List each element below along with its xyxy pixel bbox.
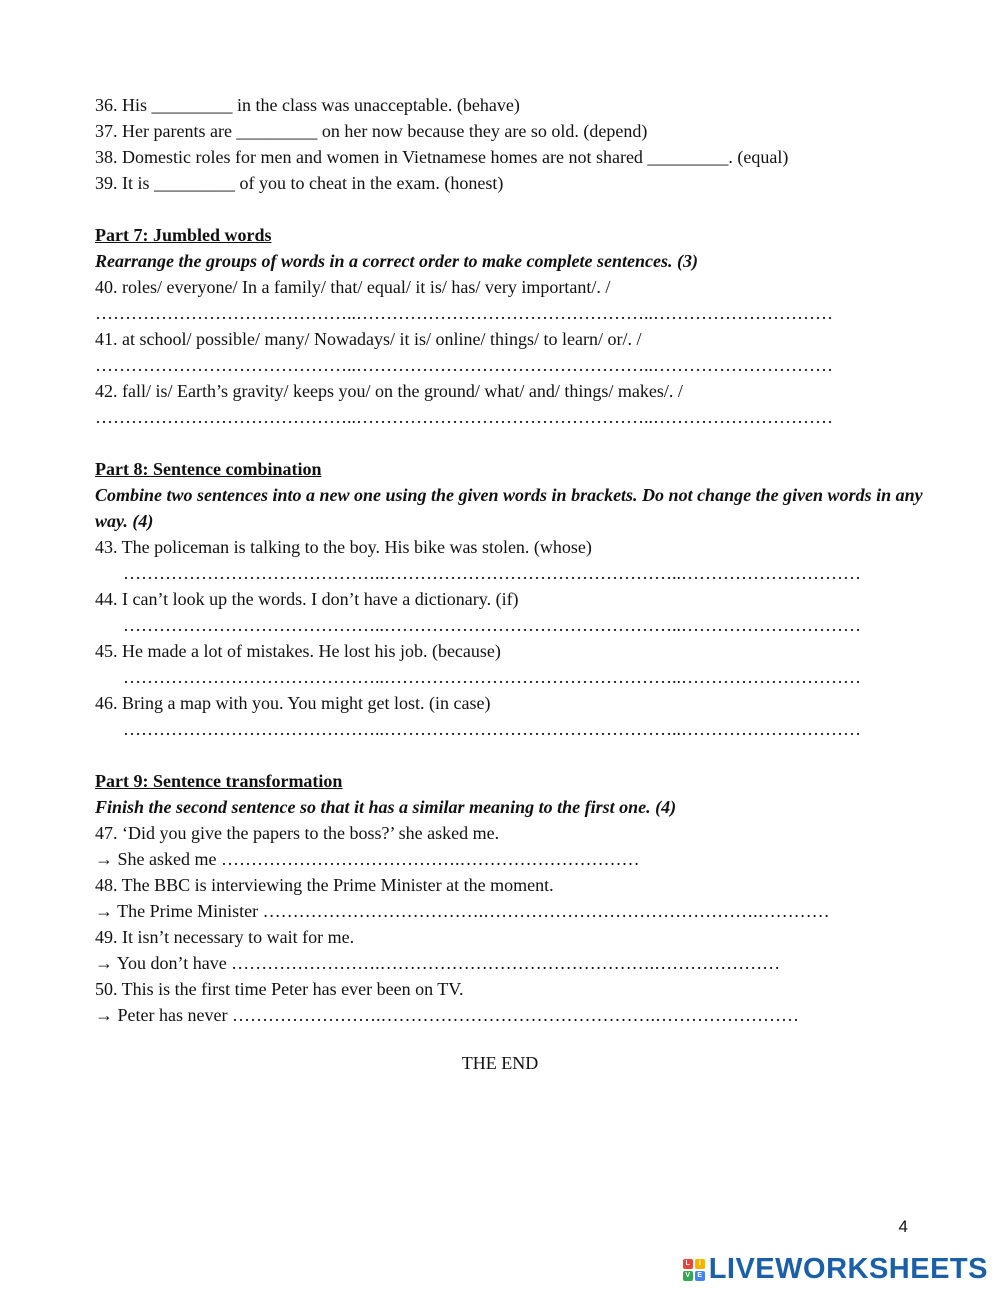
question-37: 37. Her parents are _________ on her now because they are so old. (depend) <box>95 121 648 141</box>
spacer <box>95 196 935 222</box>
question-39: 39. It is _________ of you to cheat in the exam. (honest) <box>95 173 504 193</box>
the-end-label: THE END <box>461 1053 539 1073</box>
answer-line-49[interactable]: → You don’t have …………………….……………………………………….………………… <box>95 953 781 973</box>
question-44: 44. I can’t look up the words. I don’t have a dictionary. (if) <box>95 589 519 609</box>
question-38: 38. Domestic roles for men and women in Vietnamese homes are not shared _________. (equal) <box>95 147 789 167</box>
answer-line-40[interactable]: ……………………………………..…………………………………………..………………………… <box>95 303 833 323</box>
answer-line-43[interactable]: ……………………………………..…………………………………………..………………………… <box>123 563 861 583</box>
logo-tile-e: E <box>695 1271 705 1281</box>
answer-line-46[interactable]: ……………………………………..…………………………………………..………………………… <box>123 719 861 739</box>
question-48: 48. The BBC is interviewing the Prime Minister at the moment. <box>95 875 554 895</box>
question-50: 50. This is the first time Peter has ever been on TV. <box>95 979 464 999</box>
question-47: 47. ‘Did you give the papers to the boss?’ she asked me. <box>95 823 500 843</box>
part9-instructions: Finish the second sentence so that it has a similar meaning to the first one. (4) <box>95 797 677 817</box>
logo-tile-v: V <box>683 1271 693 1281</box>
question-36: 36. His _________ in the class was unacceptable. (behave) <box>95 95 520 115</box>
question-46: 46. Bring a map with you. You might get lost. (in case) <box>95 693 491 713</box>
answer-line-44[interactable]: ……………………………………..…………………………………………..………………………… <box>123 615 861 635</box>
answer-line-50[interactable]: → Peter has never …………………….……………………………………….…………………… <box>95 1005 799 1025</box>
liveworksheets-logo-icon <box>683 1259 705 1281</box>
answer-line-45[interactable]: ……………………………………..…………………………………………..………………………… <box>123 667 861 687</box>
question-40: 40. roles/ everyone/ In a family/ that/ equal/ it is/ has/ very important/. / <box>95 277 611 297</box>
question-43: 43. The policeman is talking to the boy. His bike was stolen. (whose) <box>95 537 592 557</box>
answer-line-41[interactable]: ……………………………………..…………………………………………..………………………… <box>95 355 833 375</box>
answer-line-48[interactable]: → The Prime Minister ……………………………….……………………………………….………… <box>95 901 830 921</box>
part9-heading: Part 9: Sentence transformation <box>95 771 343 791</box>
part7-instructions: Rearrange the groups of words in a correct order to make complete sentences. (3) <box>95 251 698 271</box>
liveworksheets-logo[interactable] <box>683 1253 988 1286</box>
liveworksheets-wordmark: LIVEWORKSHEETS <box>708 1253 988 1285</box>
spacer <box>95 742 935 768</box>
logo-tile-i: I <box>695 1259 705 1269</box>
logo-tile-l: L <box>683 1259 693 1269</box>
question-42: 42. fall/ is/ Earth’s gravity/ keeps you/ on the ground/ what/ and/ things/ makes/. / <box>95 381 683 401</box>
answer-line-42[interactable]: ……………………………………..…………………………………………..………………………… <box>95 407 833 427</box>
spacer <box>95 430 935 456</box>
answer-line-47[interactable]: → She asked me ………………………………….………………………… <box>95 849 640 869</box>
part7-heading: Part 7: Jumbled words <box>95 225 272 245</box>
worksheet-page <box>95 92 935 1028</box>
part8-heading: Part 8: Sentence combination <box>95 459 322 479</box>
question-41: 41. at school/ possible/ many/ Nowadays/ it is/ online/ things/ to learn/ or/. / <box>95 329 642 349</box>
page-number: 4 <box>898 1217 908 1236</box>
question-49: 49. It isn’t necessary to wait for me. <box>95 927 355 947</box>
question-45: 45. He made a lot of mistakes. He lost his job. (because) <box>95 641 501 661</box>
part8-instructions: Combine two sentences into a new one using the given words in brackets. Do not change the given words in any way. (4) <box>95 485 923 531</box>
